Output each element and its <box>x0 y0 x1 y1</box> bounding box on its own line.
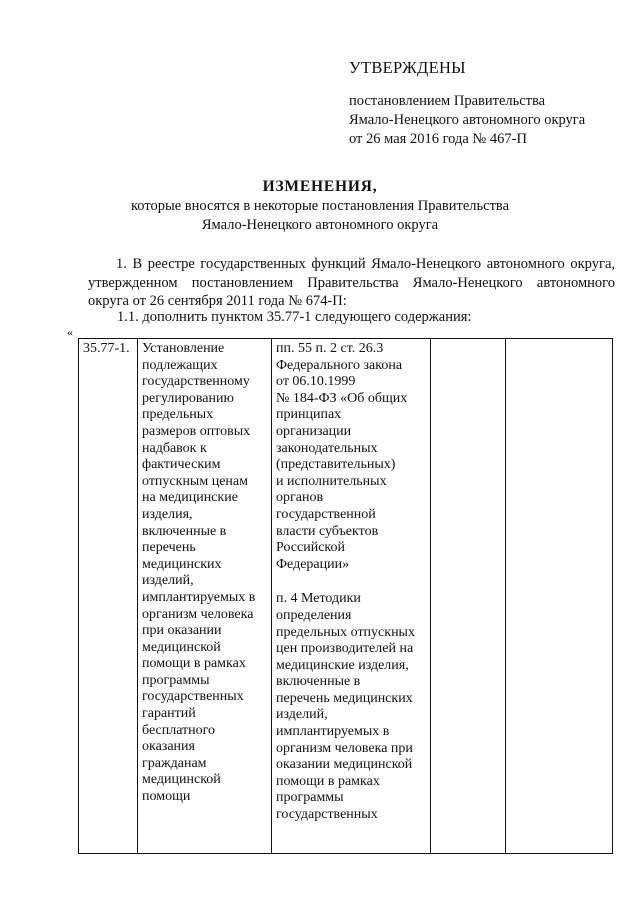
function-line: размеров оптовых <box>142 423 251 439</box>
function-line: помощи <box>142 789 191 805</box>
function-line: медицинской <box>142 639 221 655</box>
function-line: отпускным ценам <box>142 473 248 489</box>
basis-line: оказании медицинской <box>276 757 413 773</box>
function-line: оказания <box>142 739 195 755</box>
paragraph-1-text: 1. В реестре государственных функций Ямало-Ненецкого автономного округа, утвержденном постановлением Правительства Ямало-Ненецкого автономного округа от 26 сентября 2011 года № 674-П: <box>88 256 615 309</box>
function-line: бесплатного <box>142 722 216 738</box>
function-line: надбавок к <box>142 440 207 456</box>
basis-line: Федерального закона <box>276 357 403 373</box>
function-line: медицинских <box>142 556 222 572</box>
basis-line: (представительных) <box>276 457 396 473</box>
approval-stamp <box>349 58 585 149</box>
function-line: гарантий <box>142 706 196 722</box>
basis-line: государственных <box>276 807 378 823</box>
function-line: изделия, <box>142 506 193 522</box>
function-line: помощи в рамках <box>142 656 246 672</box>
basis-line: пп. 55 п. 2 ст. 26.3 <box>276 341 384 356</box>
heading-title: ИЗМЕНЕНИЯ, <box>262 178 378 195</box>
basis-spacer <box>276 573 426 591</box>
function-line: подлежащих <box>142 357 218 373</box>
function-line: включенные в <box>142 523 227 539</box>
basis-line: организм человека при <box>276 740 413 756</box>
row-number: 35.77-1. <box>83 341 130 356</box>
basis-line: власти субъектов <box>276 523 379 539</box>
function-line: организм человека <box>142 606 254 622</box>
cell-empty-5 <box>506 339 613 854</box>
basis-line: включенные в <box>276 674 361 690</box>
cell-function-name <box>138 339 272 854</box>
function-line: на медицинские <box>142 490 238 506</box>
basis-line: законодательных <box>276 440 378 456</box>
function-line: регулированию <box>142 390 234 406</box>
basis-line: перечень медицинских <box>276 690 413 706</box>
cell-empty-4 <box>431 339 506 854</box>
table-row <box>79 339 613 854</box>
approval-title: УТВЕРЖДЕНЫ <box>349 58 466 77</box>
approval-line: Ямало-Ненецкого автономного округа <box>349 112 586 128</box>
function-line: государственных <box>142 689 244 705</box>
document-heading <box>0 177 640 234</box>
function-line: Установление <box>142 341 225 356</box>
basis-line: предельных отпускных <box>276 624 415 640</box>
opening-quote-mark: « <box>67 325 73 339</box>
heading-subtitle: которые вносятся в некоторые постановления Правительства <box>130 198 510 214</box>
registry-table <box>78 338 613 854</box>
basis-line: п. 4 Методики <box>276 591 361 607</box>
function-line: медицинской <box>142 772 221 788</box>
basis-line: Российской <box>276 540 345 556</box>
basis-line: принципах <box>276 407 342 423</box>
function-line: программы <box>142 672 210 688</box>
basis-line: от 06.10.1999 <box>276 374 356 390</box>
function-line: имплантируемых в <box>142 589 256 605</box>
basis-line: медицинские изделия, <box>276 657 409 673</box>
function-line: перечень <box>142 540 196 556</box>
basis-line: помощи в рамках <box>276 773 380 789</box>
basis-line: определения <box>276 607 352 623</box>
basis-line: изделий, <box>276 707 328 723</box>
approval-line: постановлением Правительства <box>349 93 546 109</box>
cell-legal-basis <box>272 339 431 854</box>
heading-subtitle: Ямало-Ненецкого автономного округа <box>201 216 439 233</box>
basis-line: № 184-ФЗ «Об общих <box>276 390 408 406</box>
paragraph-2: 1.1. дополнить пунктом 35.77-1 следующего содержания: <box>117 309 472 325</box>
basis-line: государственной <box>276 506 376 522</box>
basis-line: органов <box>276 490 324 506</box>
basis-line: и исполнительных <box>276 473 387 489</box>
basis-line: имплантируемых в <box>276 724 390 740</box>
function-line: изделий, <box>142 573 194 589</box>
cell-row-number <box>79 339 138 854</box>
paragraph-1 <box>88 255 615 311</box>
function-line: гражданам <box>142 755 207 771</box>
function-line: фактическим <box>142 457 221 473</box>
function-line: при оказании <box>142 623 222 639</box>
basis-line: цен производителей на <box>276 641 414 657</box>
function-line: предельных <box>142 407 214 423</box>
basis-line: Федерации» <box>276 556 350 572</box>
approval-line: от 26 мая 2016 года № 467-П <box>349 131 527 147</box>
basis-line: программы <box>276 790 344 806</box>
function-line: государственному <box>142 374 250 390</box>
basis-line: организации <box>276 423 352 439</box>
